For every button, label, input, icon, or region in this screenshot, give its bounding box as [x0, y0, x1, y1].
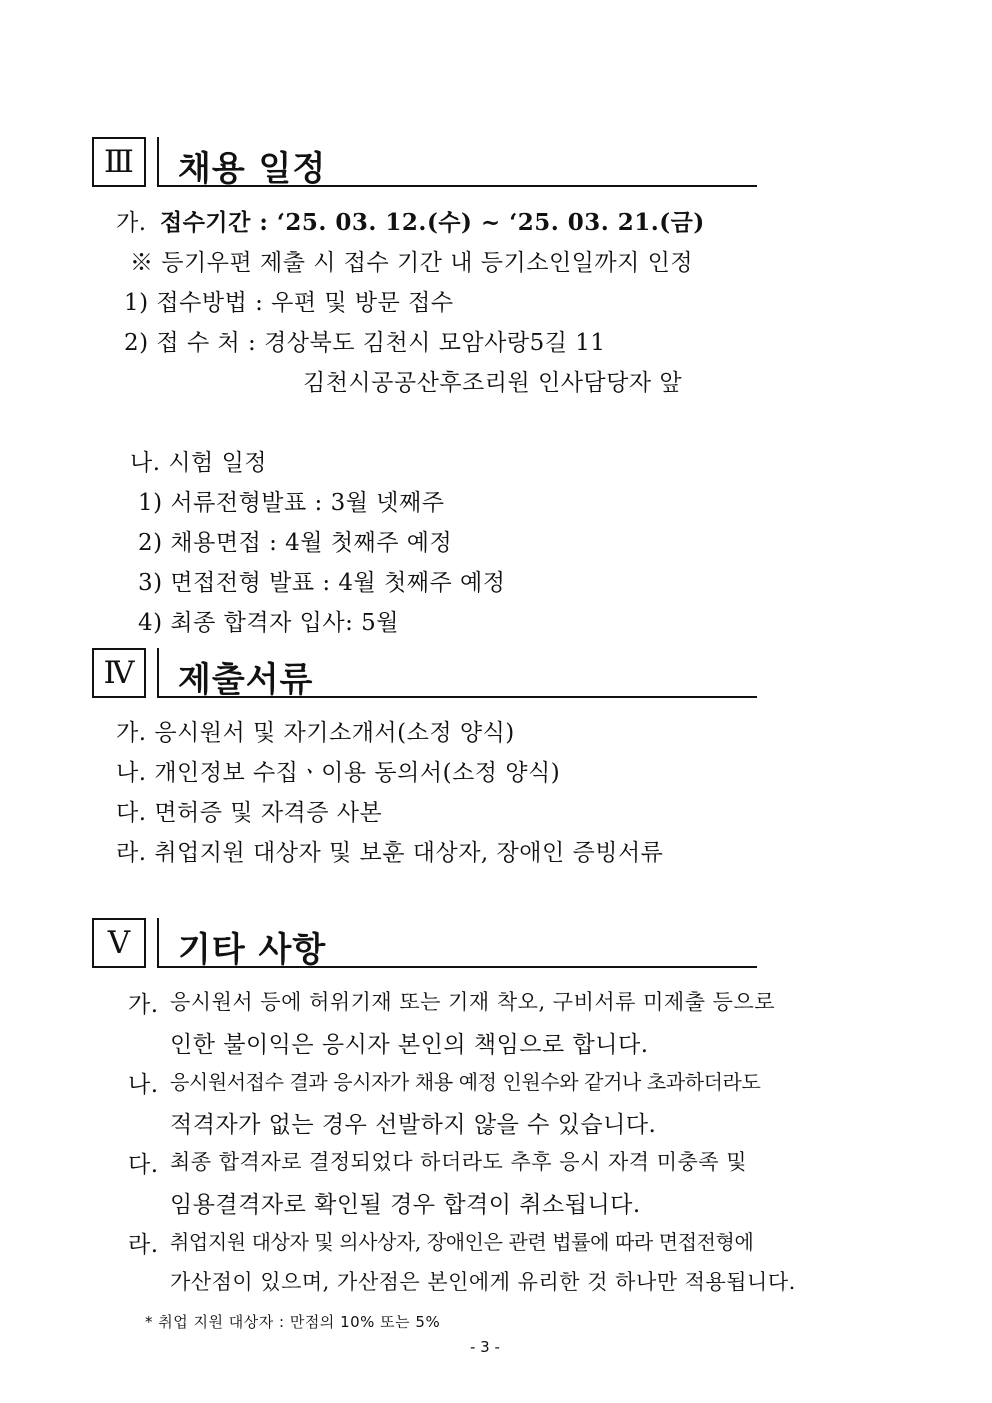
section-3-exam-item: 3) 면접전형 발표 : 4월 첫째주 예정 — [138, 570, 506, 596]
section-3-number-box: Ⅲ — [92, 137, 146, 187]
section-5-divider — [157, 918, 159, 968]
section-4-item: 라. 취업지원 대상자 및 보훈 대상자, 장애인 증빙서류 — [116, 840, 664, 866]
section-5-item-line: 응시원서접수 결과 응시자가 채용 예정 인원수와 같거나 초과하더라도 — [170, 1070, 761, 1094]
section-3-item-a-text: 접수기간 : ‘25. 03. 12.(수) ~ ‘25. 03. 21.(금) — [160, 209, 705, 236]
section-3-item-a-label: 가. — [116, 210, 147, 236]
section-3-item-1: 1) 접수방법 : 우편 및 방문 접수 — [124, 290, 454, 316]
section-3-item-2-continued: 김천시공공산후조리원 인사담당자 앞 — [303, 370, 683, 396]
section-5-item-line: 적격자가 없는 경우 선발하지 않을 수 있습니다. — [170, 1112, 657, 1138]
section-3-note: ※ 등기우편 제출 시 접수 기간 내 등기소인일까지 인정 — [130, 250, 694, 276]
section-4-divider — [157, 648, 159, 698]
section-5-item-label: 나. — [128, 1072, 159, 1098]
section-3-exam-item: 1) 서류전형발표 : 3월 넷째주 — [138, 490, 445, 516]
section-5-item-line: 최종 합격자로 결정되었다 하더라도 추후 응시 자격 미충족 및 — [170, 1150, 748, 1174]
section-5-footnote: * 취업 지원 대상자 : 만점의 10% 또는 5% — [145, 1313, 441, 1331]
section-5-item-label: 라. — [128, 1232, 159, 1258]
section-4-item: 다. 면허증 및 자격증 사본 — [116, 800, 383, 826]
section-3-item-2: 2) 접 수 처 : 경상북도 김천시 모암사랑5길 11 — [124, 330, 606, 356]
section-3-title: 채용 일정 — [178, 149, 327, 189]
section-5-title: 기타 사항 — [178, 930, 327, 970]
section-3-exam-item: 4) 최종 합격자 입사: 5월 — [138, 610, 399, 636]
section-4-item: 나. 개인정보 수집ㆍ이용 동의서(소정 양식) — [116, 760, 561, 786]
section-5-item-line: 응시원서 등에 허위기재 또는 기재 착오, 구비서류 미제출 등으로 — [170, 990, 776, 1014]
section-4-number-box: Ⅳ — [92, 648, 146, 698]
section-5-item-line: 가산점이 있으며, 가산점은 본인에게 유리한 것 하나만 적용됩니다. — [170, 1270, 796, 1294]
section-3-item-b-header: 나. 시험 일정 — [130, 450, 268, 476]
section-3-divider — [157, 137, 159, 187]
page-number: - 3 - — [470, 1338, 500, 1356]
section-5-item-label: 가. — [128, 992, 159, 1018]
section-4-title: 제출서류 — [178, 660, 314, 700]
section-5-item-line: 인한 불이익은 응시자 본인의 책임으로 합니다. — [170, 1032, 649, 1058]
section-3-exam-item: 2) 채용면접 : 4월 첫째주 예정 — [138, 530, 453, 556]
section-5-item-line: 임용결격자로 확인될 경우 합격이 취소됩니다. — [170, 1192, 641, 1218]
section-5-number-box: Ⅴ — [92, 918, 146, 968]
section-5-item-label: 다. — [128, 1152, 159, 1178]
section-4-item: 가. 응시원서 및 자기소개서(소정 양식) — [116, 720, 515, 746]
section-5-item-line: 취업지원 대상자 및 의사상자, 장애인은 관련 법률에 따라 면접전형에 — [170, 1230, 754, 1254]
